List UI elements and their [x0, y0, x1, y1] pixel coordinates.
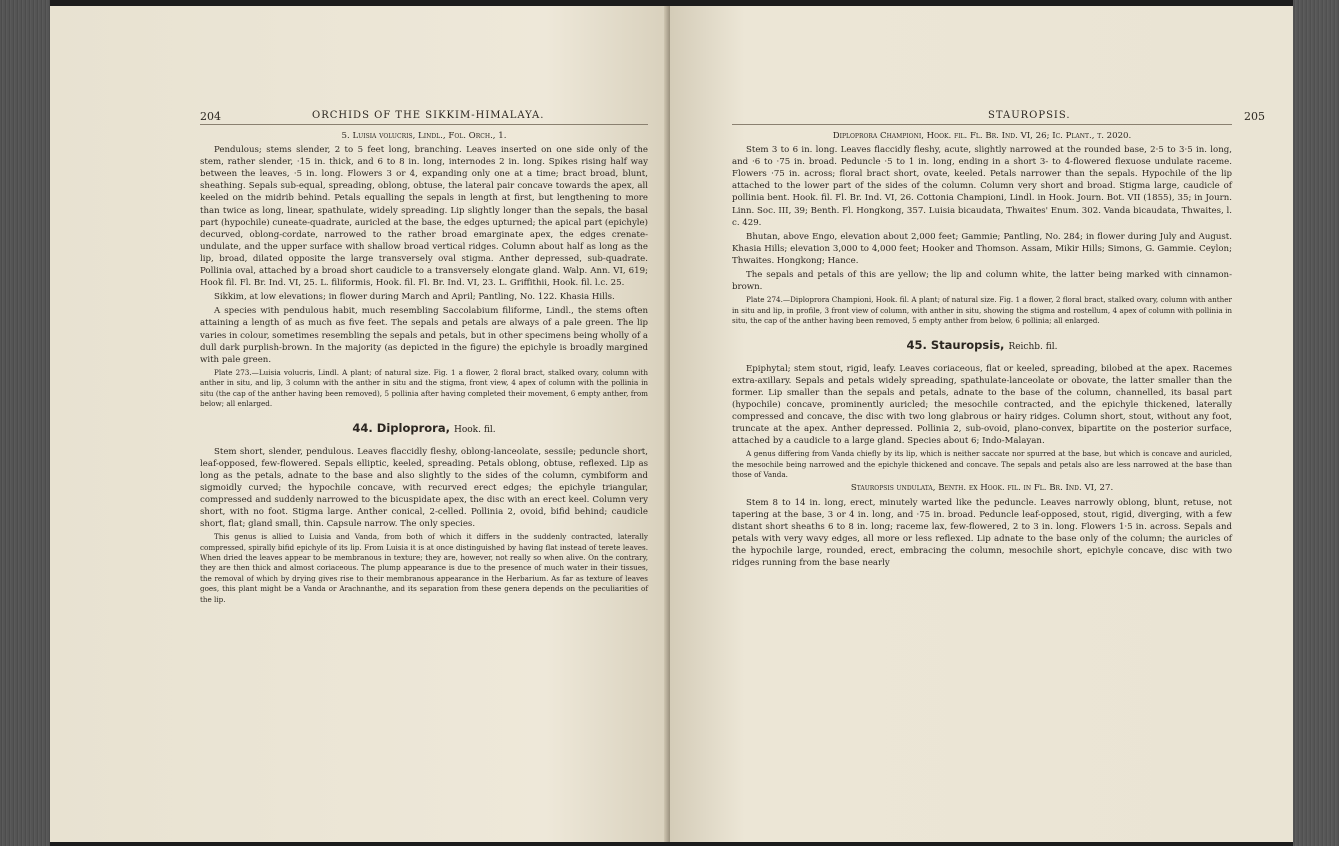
head-rule: [732, 124, 1232, 125]
genus-note: This genus is allied to Luisia and Vanda, from both of which it differs in the suddenly contracted, laterally compressed, spirally bifid epichyle of its lip. From Luisia it is at once distinguished by having flat instead of terete leaves. When dried the leaves appear to be membranous in texture; they are, however, not really so when alive. On the contrary, they are then thick and almost coriaceous. The plump appearance is due to the presence of much water in their tissues, the removal of which by drying gives rise to their membranous appearance in the Herbarium. As far as texture of leaves goes, this plant might be a Vanda or Arachnanthe, and its separation from these genera depends on the peculiarities of the lip.: [200, 532, 648, 604]
running-head: STAUROPSIS.: [988, 110, 1071, 121]
plate-caption: Plate 274.—Diploprora Championi, Hook. fil. A plant; of natural size. Fig. 1 a flower, 2 floral bract, stalked ovary, column with anther in situ and lip, in profile, 3 front view of column, with anther in situ, showing the stigma and rostellum, 4 apex of column with pollinia in situ, the cap of the anther having been removed, 5 empty anther from below, 6 pollinia; all enlarged.: [732, 295, 1232, 326]
right-text-column: [732, 130, 1232, 571]
left-text-column: [200, 130, 648, 607]
species-description: Pendulous; stems slender, 2 to 5 feet long, branching. Leaves inserted on one side only of the stem, rather slender, ·15 in. thick, and 6 to 8 in. long, internodes 2 in. long. Spikes rising half way between the leaves, ·5 in. long. Flowers 3 or 4, expanding only one at a time; bract broad, blunt, sheathing. Sepals sub-equal, spreading, oblong, obtuse, the lateral pair concave towards the apex, all keeled on the midrib behind. Petals equalling the sepals in length at first, but lengthening to more than twice as long, linear, spathulate, widely spreading. Lip slightly longer than the sepals, the basal part (hypochile) cuneate-quadrate, auricled at the base, the edges upturned; the apical part (epichyle) decurved, oblong-cordate, narrowed to the rather broad emarginate apex, the edges crenate-undulate, and the upper surface with shallow broad vertical ridges. Column about half as long as the lip, broad, dilated opposite the large transversely oval stigma. Anther depressed, sub-quadrate. Pollinia oval, attached by a broad short caudicle to a transversely elongate gland. Walp. Ann. VI, 619; Hook fil. Fl. Br. Ind. VI, 25. L. filiformis, Hook. fil. Fl. Br. Ind. VI, 23. L. Griffithii, Hook. fil. l.c. 25.: [200, 145, 648, 289]
genus-heading: [200, 422, 648, 436]
page-edges-right: [1293, 0, 1339, 846]
species-locality: Bhutan, above Engo, elevation about 2,000 feet; Gammie; Pantling, No. 284; in flower during July and August. Khasia Hills; elevation 3,000 to 4,000 feet; Hooker and Thomson. Assam, Mikir Hills; Simons, G. Gammie. Ceylon; Thwaites. Hongkong; Hance.: [732, 231, 1232, 266]
genus-author: Reichb. fil.: [1008, 342, 1058, 353]
head-rule: [200, 124, 648, 125]
species-locality: Sikkim, at low elevations; in flower during March and April; Pantling, No. 122. Khasia Hills.: [214, 292, 615, 303]
genus-name: 45. Stauropsis,: [906, 338, 1005, 353]
species-description: Stem 8 to 14 in. long, erect, minutely warted like the peduncle. Leaves narrowly oblong, blunt, retuse, not tapering at the base, 3 or 4 in. long, and ·75 in. broad. Peduncle leaf-opposed, stout, rigid, diverging, with a few distant short sheaths 6 to 8 in. long; raceme lax, few-flowered, 2 to 3 in. long. Flowers 1·5 in. across. Sepals and petals with very wavy edges, all more or less reflexed. Lip adnate to the base only of the column; the auricles of the hypochile large, rounded, erect, embracing the column, mesochile short, epichyle concave, disc with two ridges running from the base nearly: [732, 497, 1232, 568]
page-number: 205: [1244, 110, 1265, 123]
genus-name: 44. Diploprora,: [352, 421, 450, 436]
species-description: Stem 3 to 6 in. long. Leaves flaccidly fleshy, acute, slightly narrowed at the rounded base, 2·5 to 3·5 in. long, and ·6 to ·75 in. broad. Peduncle ·5 to 1 in. long, ending in a short 3- to 4-flowered flexuose undulate raceme. Flowers ·75 in. across; floral bract short, ovate, keeled. Petals narrower than the sepals. Hypochile of the lip attached to the lower part of the sides of the column. Column very short and broad. Stigma large, caudicle of pollinia bent. Hook. fil. Fl. Br. Ind. VI, 26. Cottonia Championi, Lindl. in Hook. Journ. Bot. VII (1855), 35; in Journ. Linn. Soc. III, 39; Benth. Fl. Hongkong, 357. Luisia bicaudata, Thwaites' Enum. 302. Vanda bicaudata, Thwaites, l. c. 429.: [732, 145, 1232, 228]
page-edges-left: [0, 0, 50, 846]
right-page: [670, 6, 1293, 842]
species-note: A species with pendulous habit, much resembling Saccolabium filiforme, Lindl., the stems often attaining a length of as much as five feet. The sepals and petals are always of a pale green. The lip varies in colour, sometimes resembling the sepals and petals, but in other specimens being wholly of a dull dark purplish-brown. In the majority (as depicted in the figure) the epichyle is broadly margined with pale green.: [200, 306, 648, 365]
left-page: [50, 6, 670, 842]
plate-caption: Plate 273.—Luisia volucris, Lindl. A plant; of natural size. Fig. 1 a flower, 2 floral bract, stalked ovary, column with anther in situ, and lip, 3 column with the anther in situ and the stigma, front view, 4 apex of column with the pollinia in situ (the cap of the anther having been removed), 5 pollinia after having completed their movement, 6 empty anther, from below; all enlarged.: [200, 367, 648, 408]
page-number: 204: [200, 110, 221, 123]
species-heading: 5. Luisia volucris, Lindl., Fol. Orch., 1.: [341, 131, 507, 141]
species-heading: Stauropsis undulata, Benth. ex Hook. fil. in Fl. Br. Ind. VI, 27.: [850, 483, 1114, 494]
genus-author: Hook. fil.: [453, 425, 496, 436]
genus-heading: [732, 339, 1232, 353]
genus-description: Stem short, slender, pendulous. Leaves flaccidly fleshy, oblong-lanceolate, sessile; peduncle short, leaf-opposed, few-flowered. Sepals elliptic, keeled, spreading. Petals oblong, obtuse, reflexed. Lip as long as the petals, adnate to the base and also slightly to the sides of the column, cymbiform and sigmoidly curved; the hypochile concave, with recurved erect edges; the epichyle triangular, compressed and suddenly narrowed to the bicuspidate apex, the disc with an erect keel. Column very short, with no foot. Stigma large. Anther conical, 2-celled. Pollinia 2, ovoid, bifid behind; caudicle short, flat; gland small, thin. Capsule narrow. The only species.: [200, 446, 648, 530]
genus-note: A genus differing from Vanda chiefly by its lip, which is neither saccate nor spurred at the base, but which is concave and auricled, the mesochile being narrowed and the epichyle thickened and concave. The sepals and petals also are less narrowed at the base than those of Vanda.: [732, 449, 1232, 479]
species-heading: Diploprora Championi, Hook. fil. Fl. Br. Ind. VI, 26; Ic. Plant., t. 2020.: [832, 131, 1132, 141]
running-head: ORCHIDS OF THE SIKKIM-HIMALAYA.: [312, 110, 545, 121]
species-colour-note: The sepals and petals of this are yellow; the lip and column white, the latter being marked with cinnamon-brown.: [732, 270, 1232, 293]
genus-description: Epiphytal; stem stout, rigid, leafy. Leaves coriaceous, flat or keeled, spreading, bilobed at the apex. Racemes extra-axillary. Sepals and petals widely spreading, spathulate-lanceolate or obovate, the latter smaller than the former. Lip smaller than the sepals and petals, adnate to the base of the column, channelled, its basal part (hypochile) concave, prominently auricled; the mesochile contracted, and the epichyle thickened, laterally compressed and concave, the disc with two long glabrous or hairy ridges. Column short, stout, without any foot, truncate at the apex. Anther depressed. Pollinia 2, sub-ovoid, plano-convex, bipartite on the posterior surface, attached by a caudicle to a large gland. Species about 6; Indo-Malayan.: [732, 363, 1232, 447]
